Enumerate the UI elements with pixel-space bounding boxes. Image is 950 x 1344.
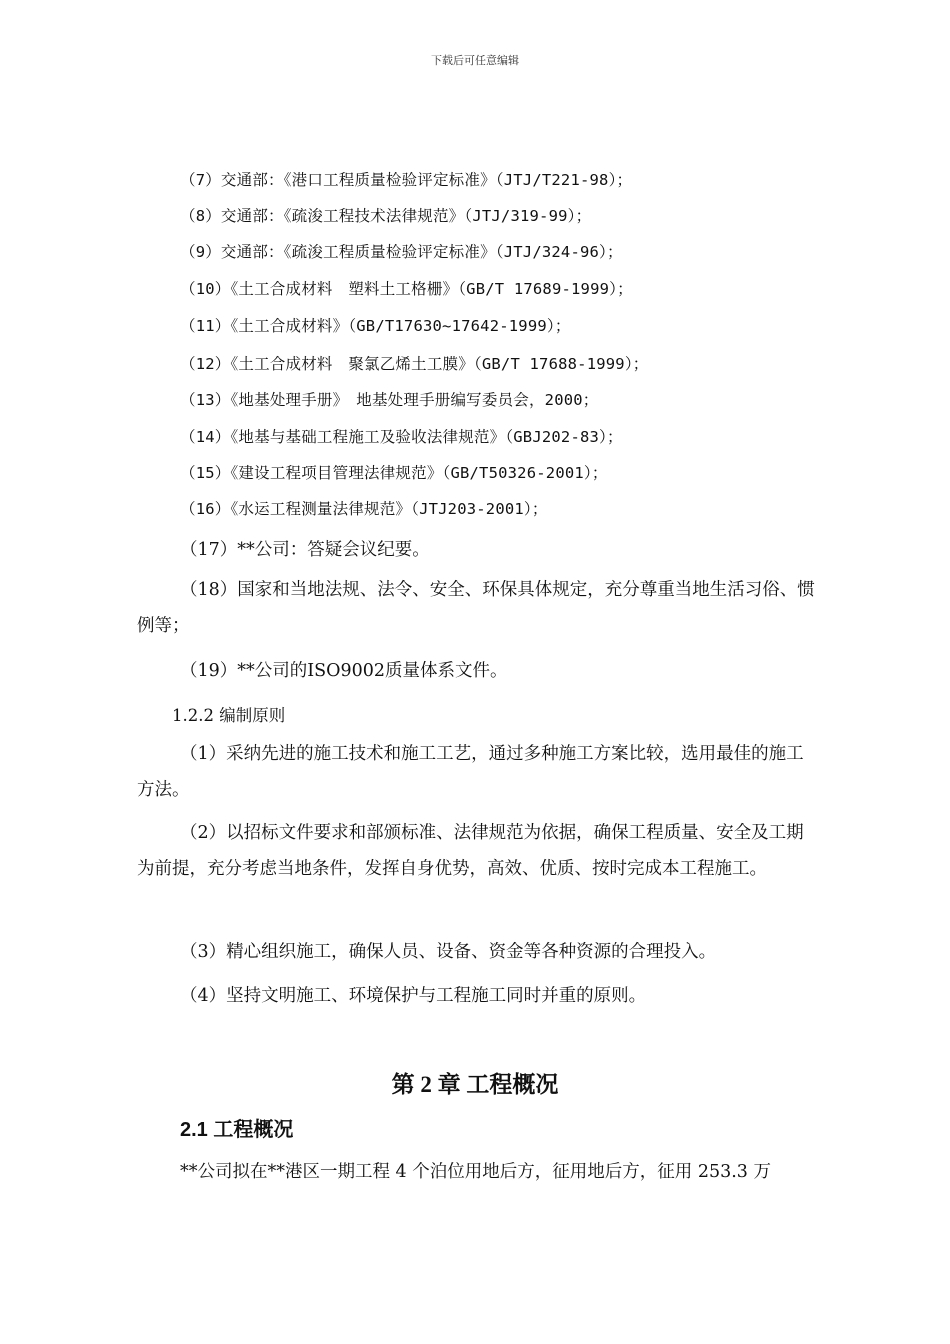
chapter-title: 第 2 章 工程概况 (391, 1072, 559, 1097)
intro-paragraph: **公司拟在**港区一期工程 4 个泊位用地后方，征用地后方，征用 253.3 万 (180, 1162, 771, 1182)
reference-item-8: （8）交通部：《疏浚工程技术法律规范》（JTJ/319-99）； (180, 207, 592, 225)
reference-item-15: （15）《建设工程项目管理法律规范》（GB/T50326-2001）； (180, 464, 608, 482)
principle-1: （1）采纳先进的施工技术和施工工艺，通过多种施工方案比较，选用最佳的施工方法。 (137, 744, 804, 800)
reference-item-11: （11）《土工合成材料》（GB/T17630~17642-1999）； (180, 317, 571, 335)
reference-item-18: （18）国家和当地法规、法令、安全、环保具体规定，充分尊重当地生活习俗、惯例等； (137, 580, 815, 636)
section-title: 2.1 工程概况 (180, 1119, 294, 1141)
reference-item-19: （19）**公司的ISO9002质量体系文件。 (180, 661, 508, 681)
principle-3: （3）精心组织施工，确保人员、设备、资金等各种资源的合理投入。 (180, 942, 717, 962)
reference-item-9: （9）交通部：《疏浚工程质量检验评定标准》（JTJ/324-96）； (180, 243, 623, 261)
principle-2: （2）以招标文件要求和部颁标准、法律规范为依据，确保工程质量、安全及工期为前提，充分考虑当地条件，发挥自身优势，高效、优质、按时完成本工程施工。 (137, 823, 804, 879)
reference-item-14: （14）《地基与基础工程施工及验收法律规范》（GBJ202-83）； (180, 428, 623, 446)
reference-item-17: （17）**公司：答疑会议纪要。 (180, 540, 430, 560)
reference-item-10: （10）《土工合成材料 塑料土工格栅》（GB/T 17689-1999）； (180, 280, 633, 298)
reference-item-7: （7）交通部：《港口工程质量检验评定标准》（JTJ/T221-98）； (180, 171, 633, 189)
page-header: 下载后可任意编辑 (431, 54, 519, 67)
subsection-heading: 1.2.2 编制原则 (172, 706, 286, 725)
reference-item-13: （13）《地基处理手册》 地基处理手册编写委员会，2000； (180, 391, 599, 409)
reference-item-12: （12）《土工合成材料 聚氯乙烯土工膜》（GB/T 17688-1999）； (180, 355, 649, 373)
reference-item-16: （16）《水运工程测量法律规范》（JTJ203-2001）； (180, 500, 548, 518)
principle-4: （4）坚持文明施工、环境保护与工程施工同时并重的原则。 (180, 986, 647, 1006)
